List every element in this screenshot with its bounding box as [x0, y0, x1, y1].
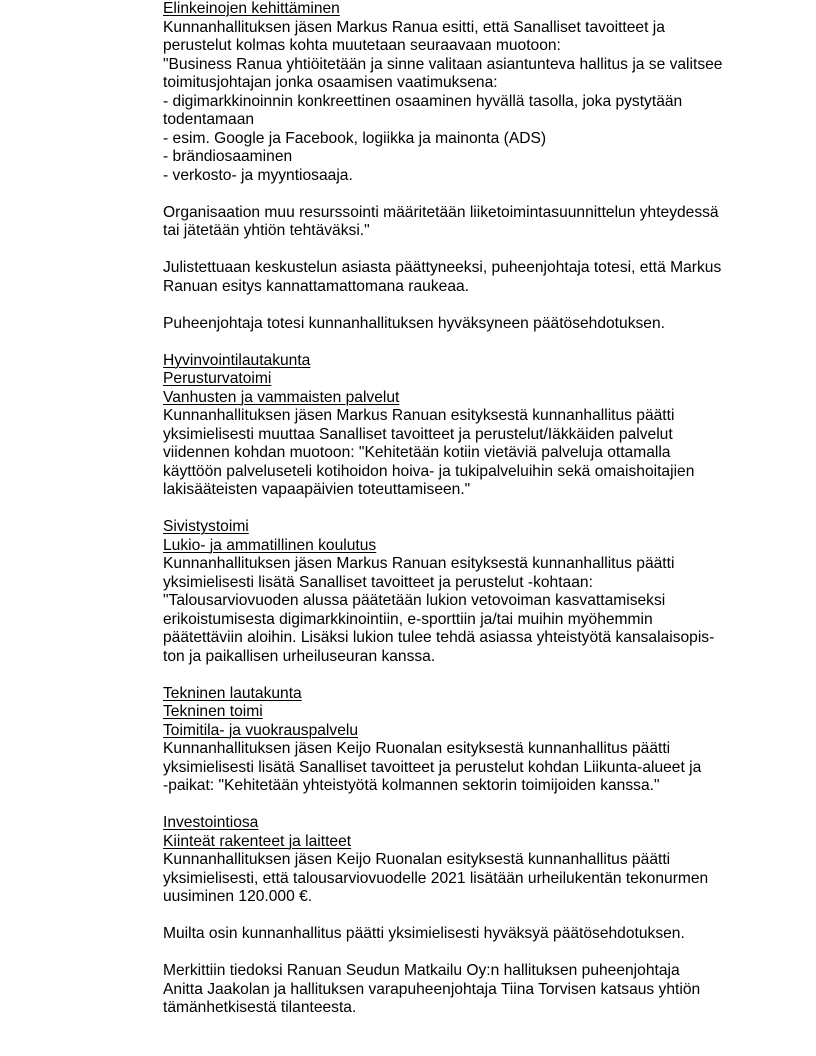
- section-heading: [163, 703, 722, 722]
- section-heading: [163, 389, 722, 408]
- text-line: [163, 888, 722, 907]
- line-text: Muilta osin kunnanhallitus päätti yksimielisesti hyväksyä päätösehdotuksen.: [163, 925, 685, 942]
- line-text: "Business Ranua yhtiöitetään ja sinne valitaan asiantunteva hallitus ja se valitsee: [163, 55, 723, 73]
- blank-line: [163, 796, 722, 815]
- blank-line: [163, 241, 722, 260]
- line-text: Merkittiin tiedoksi Ranuan Seudun Matkailu Oy:n hallituksen puheenjohtaja: [163, 962, 680, 979]
- heading-text: Sivistystoimi: [163, 518, 249, 535]
- text-line: [163, 777, 722, 796]
- line-text: Anitta Jaakolan ja hallituksen varapuheenjohtaja Tiina Torvisen katsaus yhtiön: [163, 980, 701, 998]
- text-line: [163, 463, 722, 482]
- line-text: Kunnanhallituksen jäsen Markus Ranuan esityksestä kunnanhallitus päätti: [163, 555, 675, 572]
- text-line: [163, 93, 722, 112]
- text-line: [163, 407, 722, 426]
- text-line: [163, 925, 722, 944]
- section-heading: [163, 722, 722, 741]
- line-text: lakisääteisten vapaapäivien toteuttamiseen.": [163, 481, 471, 498]
- text-line: [163, 426, 722, 445]
- line-text: -paikat: "Kehitetään yhteistyötä kolmannen sektorin toimijoiden kanssa.": [163, 777, 660, 794]
- text-line: [163, 851, 722, 870]
- line-text: yksimielisesti lisätä Sanalliset tavoitteet ja perustelut -kohtaan:: [163, 573, 593, 591]
- heading-text: Tekninen lautakunta: [163, 684, 302, 702]
- line-text: Julistettuaan keskustelun asiasta päättyneeksi, puheenjohtaja totesi, että Markus: [163, 259, 722, 276]
- text-line: [163, 629, 722, 648]
- line-text: - verkosto- ja myyntiosaaja.: [163, 166, 353, 184]
- text-line: [163, 148, 722, 167]
- blank-line: [163, 296, 722, 315]
- heading-text: Lukio- ja ammatillinen koulutus: [163, 536, 377, 554]
- text-line: [163, 759, 722, 778]
- text-line: [163, 481, 722, 500]
- line-text: Kunnanhallituksen jäsen Markus Ranua esitti, että Sanalliset tavoitteet ja: [163, 18, 665, 36]
- text-line: [163, 130, 722, 149]
- line-text: - digimarkkinoinnin konkreettinen osaaminen hyvällä tasolla, joka pystytään: [163, 92, 683, 110]
- line-text: uusiminen 120.000 €.: [163, 888, 313, 905]
- line-text: - esim. Google ja Facebook, logiikka ja mainonta (ADS): [163, 129, 547, 147]
- section-heading: [163, 352, 722, 371]
- text-line: [163, 555, 722, 574]
- line-text: Kunnanhallituksen jäsen Markus Ranuan esityksestä kunnanhallitus päätti: [163, 407, 675, 424]
- line-text: Organisaation muu resurssointi määritetään liiketoimintasuunnittelun yhteydessä: [163, 203, 719, 221]
- text-line: [163, 56, 722, 75]
- line-text: tai jätetään yhtiön tehtäväksi.": [163, 222, 370, 239]
- text-line: [163, 74, 722, 93]
- line-text: perustelut kolmas kohta muutetaan seuraavaan muotoon:: [163, 37, 561, 54]
- heading-text: Vanhusten ja vammaisten palvelut: [163, 388, 400, 406]
- line-text: yksimielisesti lisätä Sanalliset tavoitteet ja perustelut kohdan Liikunta-alueet ja: [163, 758, 702, 776]
- text-line: [163, 222, 722, 241]
- line-text: todentamaan: [163, 111, 255, 128]
- heading-text: Elinkeinojen kehittäminen: [163, 0, 340, 17]
- blank-line: [163, 666, 722, 685]
- text-line: [163, 648, 722, 667]
- text-line: [163, 981, 722, 1000]
- blank-line: [163, 907, 722, 926]
- blank-line: [163, 333, 722, 352]
- document-page: [163, 0, 722, 1018]
- text-line: [163, 611, 722, 630]
- section-heading: [163, 370, 722, 389]
- line-text: toimitusjohtajan jonka osaamisen vaatimuksena:: [163, 74, 498, 91]
- text-line: [163, 592, 722, 611]
- text-line: [163, 111, 722, 130]
- heading-text: Kiinteät rakenteet ja laitteet: [163, 832, 352, 850]
- line-text: Ranuan esitys kannattamattomana raukeaa.: [163, 277, 469, 295]
- blank-line: [163, 500, 722, 519]
- line-text: käyttöön palveluseteli kotihoidon hoiva- ja tukipalveluihin sekä omaishoitajien: [163, 462, 695, 480]
- text-line: [163, 962, 722, 981]
- section-heading: [163, 814, 722, 833]
- text-line: [163, 37, 722, 56]
- text-line: [163, 444, 722, 463]
- line-text: Kunnanhallituksen jäsen Keijo Ruonalan esityksestä kunnanhallitus päätti: [163, 740, 671, 757]
- text-line: [163, 999, 722, 1018]
- line-text: Kunnanhallituksen jäsen Keijo Ruonalan esityksestä kunnanhallitus päätti: [163, 851, 671, 868]
- section-heading: [163, 685, 722, 704]
- line-text: viidennen kohdan muotoon: "Kehitetään kotiin vietäviä palveluja ottamalla: [163, 444, 671, 461]
- line-text: - brändiosaaminen: [163, 148, 293, 165]
- text-line: [163, 167, 722, 186]
- line-text: Puheenjohtaja totesi kunnanhallituksen hyväksyneen päätösehdotuksen.: [163, 314, 665, 332]
- text-line: [163, 19, 722, 38]
- blank-line: [163, 185, 722, 204]
- section-heading: [163, 0, 722, 19]
- text-line: [163, 315, 722, 334]
- line-text: "Talousarviovuoden alussa päätetään lukion vetovoiman kasvattamiseksi: [163, 592, 666, 609]
- heading-text: Hyvinvointilautakunta: [163, 351, 311, 369]
- section-heading: [163, 537, 722, 556]
- heading-text: Perusturvatoimi: [163, 370, 272, 387]
- line-text: erikoistumisesta digimarkkinointiin, e-sporttiin ja/tai muihin myöhemmin: [163, 610, 653, 628]
- text-line: [163, 870, 722, 889]
- line-text: ton ja paikallisen urheiluseuran kanssa.: [163, 647, 436, 665]
- section-heading: [163, 833, 722, 852]
- text-line: [163, 278, 722, 297]
- heading-text: Tekninen toimi: [163, 703, 263, 720]
- line-text: yksimielisesti, että talousarviovuodelle 2021 lisätään urheilukentän tekonurmen: [163, 869, 709, 887]
- line-text: päätettäviin aloihin. Lisäksi lukion tulee tehdä asiassa yhteistyötä kansalaisopis-: [163, 629, 715, 646]
- text-line: [163, 574, 722, 593]
- line-text: tämänhetkisestä tilanteesta.: [163, 999, 357, 1016]
- line-text: yksimielisesti muuttaa Sanalliset tavoitteet ja perustelut/Iäkkäiden palvelut: [163, 425, 673, 443]
- text-line: [163, 740, 722, 759]
- section-heading: [163, 518, 722, 537]
- heading-text: Investointiosa: [163, 814, 259, 831]
- blank-line: [163, 944, 722, 963]
- heading-text: Toimitila- ja vuokrauspalvelu: [163, 721, 359, 739]
- text-line: [163, 204, 722, 223]
- text-line: [163, 259, 722, 278]
